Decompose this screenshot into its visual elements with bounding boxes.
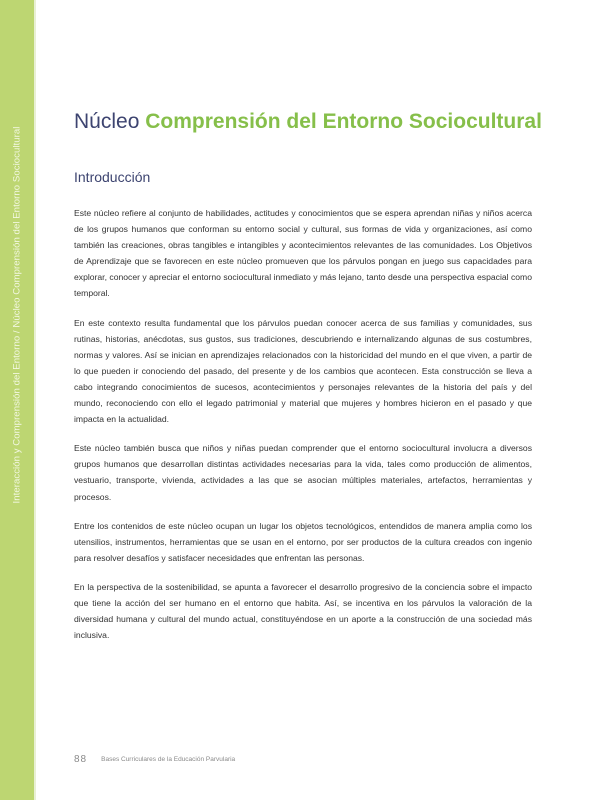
paragraph: Entre los contenidos de este núcleo ocupan un lugar los objetos tecnológicos, entendidos de manera amplia como los utensilios, instrumentos, herramientas que se usan en el entorno, por ser productos de la cultura creados con ingenio para resolver desafíos y satisfacer necesidades que enfrentan las personas.: [74, 520, 532, 563]
paragraph: En este contexto resulta fundamental que los párvulos puedan conocer acerca de sus familias y comunidades, sus rutinas, historias, anécdotas, sus gustos, sus tradiciones, descubriendo e internalizando algunas de sus costumbres, normas y valores. Así se inician en aprendizajes relacionados con la historicidad del mundo en el que viven, a partir de lo que pueden ir conociendo del pasado, del presente y de los cambios que acontecen. Esta construcción se lleva a cabo integrando conocimientos de sucesos, acontecimientos y personajes relevantes de la historia del país y del mundo, reconociendo con ello el legado patrimonial y material que mujeres y hombres hicieron en el pasado y que impacta en la actualidad.: [74, 317, 532, 425]
page-footer: [74, 754, 235, 765]
page-number: 88: [74, 754, 88, 765]
body-text: [74, 205, 532, 656]
title-main: Comprensión del Entorno Sociocultural: [145, 110, 542, 133]
section-heading: Introducción: [74, 169, 151, 185]
publication-title: Bases Curriculares de la Educación Parvularia: [101, 756, 236, 763]
running-header: Interacción y Comprensión del Entorno / Núcleo Comprensión del Entorno Sociocultural: [11, 126, 23, 504]
page-title: [74, 110, 542, 134]
paragraph: Este núcleo refiere al conjunto de habilidades, actitudes y conocimientos que se espera aprendan niñas y niños acerca de los grupos humanos que conforman su entorno social y cultural, sus formas de vida y organizaciones, así como también las creaciones, obras tangibles e intangibles y acontecimientos relevantes de las comunidades. Los Objetivos de Aprendizaje que se favorecen en este núcleo promueven que los párvulos pongan en juego sus capacidades para explorar, conocer y apreciar el entorno sociocultural inmediato y más lejano, tanto desde una perspectiva espacial como temporal.: [74, 208, 532, 299]
title-prefix: Núcleo: [74, 110, 140, 133]
paragraph: Este núcleo también busca que niños y niñas puedan comprender que el entorno sociocultural involucra a diversos grupos humanos que desarrollan distintas actividades necesarias para la vida, tales como producción de alimentos, vestuario, transporte, vivienda, actividades a las que se asocian múltiples materiales, artefactos, herramientas y procesos.: [74, 443, 532, 502]
sidebar-band: [0, 0, 34, 800]
sidebar-edge: [34, 0, 36, 800]
paragraph: En la perspectiva de la sostenibilidad, se apunta a favorecer el desarrollo progresivo de la conciencia sobre el impacto que tiene la acción del ser humano en el entorno que habita. Así, se incentiva en los párvulos la valoración de la diversidad humana y cultural del mundo actual, constituyéndose en un aporte a la construcción de una sociedad más inclusiva.: [74, 581, 532, 641]
